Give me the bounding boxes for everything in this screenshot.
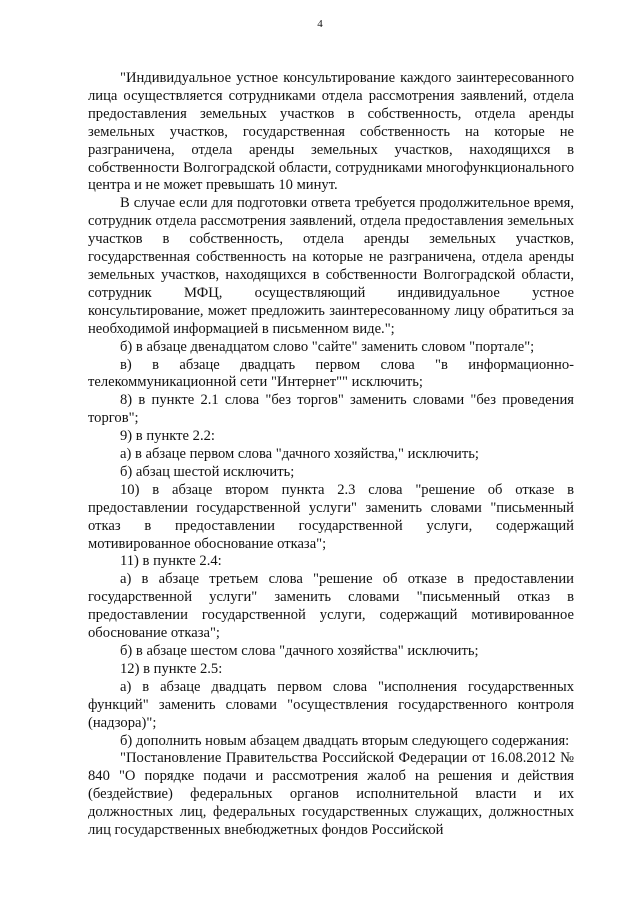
paragraph-item-11: 11) в пункте 2.4: (120, 553, 222, 570)
paragraph-item-12b: б) дополнить новым абзацем двадцать вторым следующего содержания: (120, 732, 570, 749)
paragraph-item-v-internet: в) в абзаце двадцать первом слова "в информационно-телекоммуникационной сети "Интернет"" исключить; (88, 356, 574, 391)
paragraph-item-11a: а) в абзаце третьем слова "решение об отказе в предоставлении государственной услуги" заменить словами "письменный отказ в предоставлении государственной услуги, содержащий мотивированное обоснование отказа"; (88, 571, 574, 642)
paragraph-item-b-site: б) в абзаце двенадцатом слово "сайте" заменить словом "портале"; (120, 338, 535, 355)
paragraph-item-12: 12) в пункте 2.5: (120, 660, 223, 677)
paragraph-item-10: 10) в абзаце втором пункта 2.3 слова "решение об отказе в предоставлении государственной услуги" заменить словами "письменный отказ в предоставлении государственной услуги, содержащий мотивированное обоснование отказа"; (88, 481, 574, 552)
paragraph-item-11b: б) в абзаце шестом слова "дачного хозяйства" исключить; (120, 643, 479, 659)
page-number: 4 (317, 18, 323, 30)
document-body (88, 70, 574, 840)
paragraph-item-9a: а) в абзаце первом слова "дачного хозяйства," исключить; (120, 446, 479, 463)
paragraph-item-8: 8) в пункте 2.1 слова "без торгов" заменить словами "без проведения торгов"; (88, 392, 574, 427)
paragraph-item-9: 9) в пункте 2.2: (120, 428, 215, 445)
paragraph-item-12a: а) в абзаце двадцать первом слова "исполнения государственных функций" заменить словами "осуществления государственного контроля (надзора)"; (88, 678, 574, 731)
paragraph-resolution-840: "Постановление Правительства Российской Федерации от 16.08.2012 № 840 "О порядке подачи и рассмотрения жалоб на решения и действия (бездействие) федеральных органов исполнительной власти и их должностных лиц, федеральных государственных служащих, должностных лиц государственных внебюджетных фондов Российской (88, 750, 574, 839)
paragraph-item-9b: б) абзац шестой исключить; (120, 463, 295, 480)
paragraph-long-answer: В случае если для подготовки ответа требуется продолжительное время, сотрудник отдела рассмотрения заявлений, отдела предоставления земельных участков в собственность, отдела аренды земельных участков, государственная собственность на которые не разграничена, отдела аренды земельных участков, находящихся в собственности Волгоградской области, сотрудник МФЦ, осуществляющий индивидуальное устное консультирование, может предложить заинтересованному лицу обратиться за необходимой информацией в письменном виде."; (88, 195, 574, 337)
paragraph-consultation-rules: "Индивидуальное устное консультирование каждого заинтересованного лица осуществляется сотрудниками отдела рассмотрения заявлений, отдела предоставления земельных участков в собственность, отдела аренды земельных участков, государственная собственность на которые не разграничена, отдела аренды земельных участков, находящихся в собственности Волгоградской области, сотрудниками многофункционального центра и не может превышать 10 минут. (88, 70, 574, 194)
